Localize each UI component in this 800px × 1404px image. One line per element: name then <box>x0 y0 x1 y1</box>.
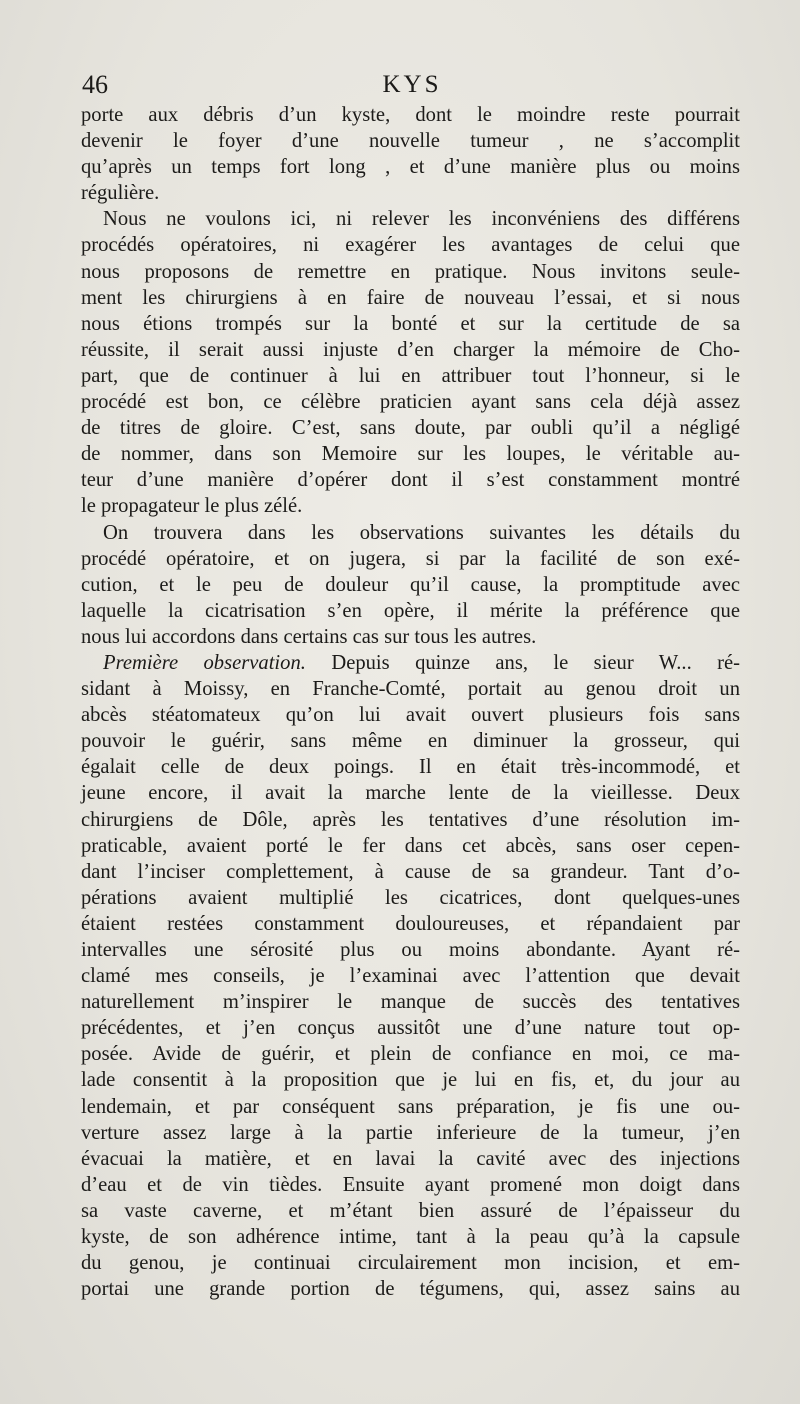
text-line: posée. Avide de guérir, et plein de confiance en moi, ce ma- <box>81 1043 740 1066</box>
text-line: cution, et le peu de douleur qu’il cause, la promptitude avec <box>81 573 740 596</box>
text-line: de titres de gloire. C’est, sans doute, par oubli qu’il a négligé <box>81 417 740 440</box>
text-line: intervalles une sérosité plus ou moins abondante. Ayant ré- <box>81 939 740 961</box>
body-text <box>81 102 740 1302</box>
page-header <box>82 70 742 100</box>
text-line: étaient restées constamment douloureuses, et répandaient par <box>81 912 740 935</box>
paragraph-observation <box>81 650 740 1302</box>
text-line: lade consentit à la proposition que je lui en fis, et, du jour au <box>81 1069 740 1092</box>
text-line: égalait celle de deux poings. Il en était très-incommodé, et <box>81 756 740 779</box>
text-line: kyste, de son adhérence intime, tant à la peau qu’à la capsule <box>81 1226 740 1249</box>
text-line: ment les chirurgiens à en faire de nouveau l’essai, et si nous <box>81 286 740 309</box>
text-line: procédé est bon, ce célèbre praticien ayant sans cela déjà assez <box>81 391 740 414</box>
paragraph <box>81 206 740 519</box>
text-line: de nommer, dans son Memoire sur les loupes, le véritable au- <box>81 443 740 466</box>
text-line: sidant à Moissy, en Franche-Comté, portait au genou droit un <box>81 678 740 701</box>
text-line <box>81 650 740 676</box>
page-number: 46 <box>82 70 108 99</box>
text-line: dant l’inciser complettement, à cause de sa grandeur. Tant d’o- <box>81 860 740 883</box>
text-line: abcès stéatomateux qu’on lui avait ouvert plusieurs fois sans <box>81 704 740 727</box>
text-line: chirurgiens de Dôle, après les tentatives d’une résolution im- <box>81 808 740 831</box>
text-line: portai une grande portion de tégumens, qui, assez sains au <box>81 1278 740 1301</box>
text-line: nous étions trompés sur la bonté et sur la certitude de sa <box>81 312 740 335</box>
running-head: KYS <box>382 71 442 98</box>
text-line: naturellement m’inspirer le manque de succès des tentatives <box>81 991 740 1014</box>
text-line: procédés opératoires, ni exagérer les avantages de celui que <box>81 234 740 257</box>
text-line: clamé mes conseils, je l’examinai avec l’attention que devait <box>81 965 740 988</box>
text-line: part, que de continuer à lui en attribuer tout l’honneur, si le <box>81 364 740 387</box>
text-line: pérations avaient multiplié les cicatrices, dont quelques-unes <box>81 886 740 909</box>
text-line: Nous ne voulons ici, ni relever les inconvéniens des différens <box>103 208 740 231</box>
text-line: pouvoir le guérir, sans même en diminuer la grosseur, qui <box>81 730 740 753</box>
text-line: nous lui accordons dans certains cas sur tous les autres. <box>81 625 537 648</box>
text-line: nous proposons de remettre en pratique. Nous invitons seule- <box>81 260 740 283</box>
text-line: précédentes, et j’en conçus aussitôt une d’une nature tout op- <box>81 1017 740 1040</box>
text-line-continuation: Depuis quinze ans, le sieur W... ré- <box>305 651 740 674</box>
text-line: lendemain, et par conséquent sans préparation, je fis une ou- <box>81 1095 740 1118</box>
text-line: porte aux débris d’un kyste, dont le moindre reste pourrait <box>81 104 740 126</box>
text-line: laquelle la cicatrisation s’en opère, il mérite la préférence que <box>81 599 740 622</box>
text-line: procédé opératoire, et on jugera, si par la facilité de son exé- <box>81 547 740 570</box>
text-line: d’eau et de vin tièdes. Ensuite ayant promené mon doigt dans <box>81 1173 740 1196</box>
text-line: jeune encore, il avait la marche lente de la vieillesse. Deux <box>81 782 740 805</box>
text-line: sa vaste caverne, et m’étant bien assuré de l’épaisseur du <box>81 1199 740 1222</box>
text-line: teur d’une manière d’opérer dont il s’est constamment montré <box>81 469 740 492</box>
text-line: verture assez large à la partie inferieure de la tumeur, j’en <box>81 1121 740 1144</box>
text-line: praticable, avaient porté le fer dans cet abcès, sans oser cepen- <box>81 834 740 857</box>
paragraph <box>81 102 740 206</box>
text-line: réussite, il serait aussi injuste d’en charger la mémoire de Cho- <box>81 338 740 361</box>
observation-heading: Première observation. <box>103 651 306 674</box>
paragraph <box>81 520 740 650</box>
text-line: le propagateur le plus zélé. <box>81 495 303 518</box>
text-line: qu’après un temps fort long , et d’une manière plus ou moins <box>81 156 740 179</box>
text-line: régulière. <box>81 182 160 205</box>
text-line: du genou, je continuai circulairement mon incision, et em- <box>81 1252 740 1275</box>
text-line: évacuai la matière, et en lavai la cavité avec des injections <box>81 1147 740 1170</box>
text-line: devenir le foyer d’une nouvelle tumeur , ne s’accomplit <box>81 130 740 153</box>
text-line: On trouvera dans les observations suivantes les détails du <box>103 521 740 544</box>
